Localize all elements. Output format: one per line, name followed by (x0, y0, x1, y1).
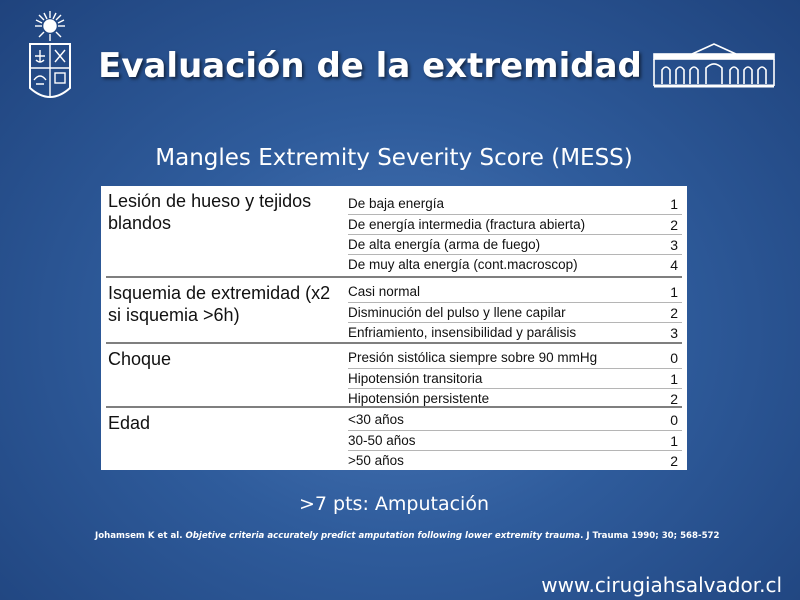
list-item (348, 322, 682, 343)
list-item (348, 214, 682, 235)
list-item (348, 234, 682, 255)
item-text: Enfriamiento, insensibilidad y parálisis (348, 325, 577, 340)
list-item (348, 368, 682, 389)
group-label: Choque (108, 349, 172, 369)
group-shock (106, 342, 682, 406)
group-label: Lesión de hueso y tejidos blandos (108, 191, 312, 233)
item-text: De alta energía (arma de fuego) (348, 237, 541, 252)
item-text: Casi normal (348, 284, 421, 299)
item-score: 3 (670, 325, 678, 341)
citation-journal: . J Trauma 1990; 30; 568-572 (580, 531, 720, 541)
item-score: 2 (670, 391, 678, 407)
item-text: >50 años (348, 453, 404, 468)
citation (95, 531, 720, 541)
list-item (348, 450, 682, 471)
item-score: 2 (670, 453, 678, 469)
list-item (348, 430, 682, 451)
list-item (348, 194, 682, 214)
website-url: www.cirugiahsalvador.cl (541, 573, 782, 597)
group-age (106, 406, 682, 470)
amputation-threshold: >7 pts: Amputación (299, 493, 489, 515)
item-score: 0 (670, 350, 678, 366)
item-score: 4 (670, 257, 678, 273)
item-score: 1 (670, 371, 678, 387)
item-score: 1 (670, 433, 678, 449)
item-text: Disminución del pulso y llene capilar (348, 305, 566, 320)
group-bone-soft-tissue (106, 186, 682, 273)
list-item (348, 302, 682, 323)
group-label: Isquemia de extremidad (x2 si isquemia >6h) (108, 283, 331, 325)
item-text: Hipotensión transitoria (348, 371, 483, 386)
item-text: De energía intermedia (fractura abierta) (348, 217, 586, 232)
group-label: Edad (108, 413, 151, 433)
slide-title: Evaluación de la extremidad (98, 46, 642, 86)
item-text: De muy alta energía (cont.macroscop) (348, 257, 578, 272)
item-text: Presión sistólica siempre sobre 90 mmHg (348, 350, 598, 365)
item-score: 0 (670, 412, 678, 428)
list-item (348, 254, 682, 275)
item-text: <30 años (348, 412, 404, 427)
item-score: 2 (670, 305, 678, 321)
list-item (348, 348, 682, 368)
slide-subtitle: Mangles Extremity Severity Score (MESS) (155, 145, 633, 171)
list-item (348, 282, 682, 302)
item-text: Hipotensión persistente (348, 391, 490, 406)
item-text: 30-50 años (348, 433, 416, 448)
citation-article: Objetive criteria accurately predict amputation following lower extremity trauma (185, 531, 581, 541)
item-score: 2 (670, 217, 678, 233)
item-score: 1 (670, 284, 678, 300)
list-item (348, 410, 682, 430)
item-score: 1 (670, 196, 678, 212)
citation-authors: Johamsem K et al. (95, 531, 186, 541)
item-score: 3 (670, 237, 678, 253)
item-text: De baja energía (348, 196, 445, 211)
mess-score-table (101, 186, 687, 470)
group-ischemia (106, 276, 682, 340)
